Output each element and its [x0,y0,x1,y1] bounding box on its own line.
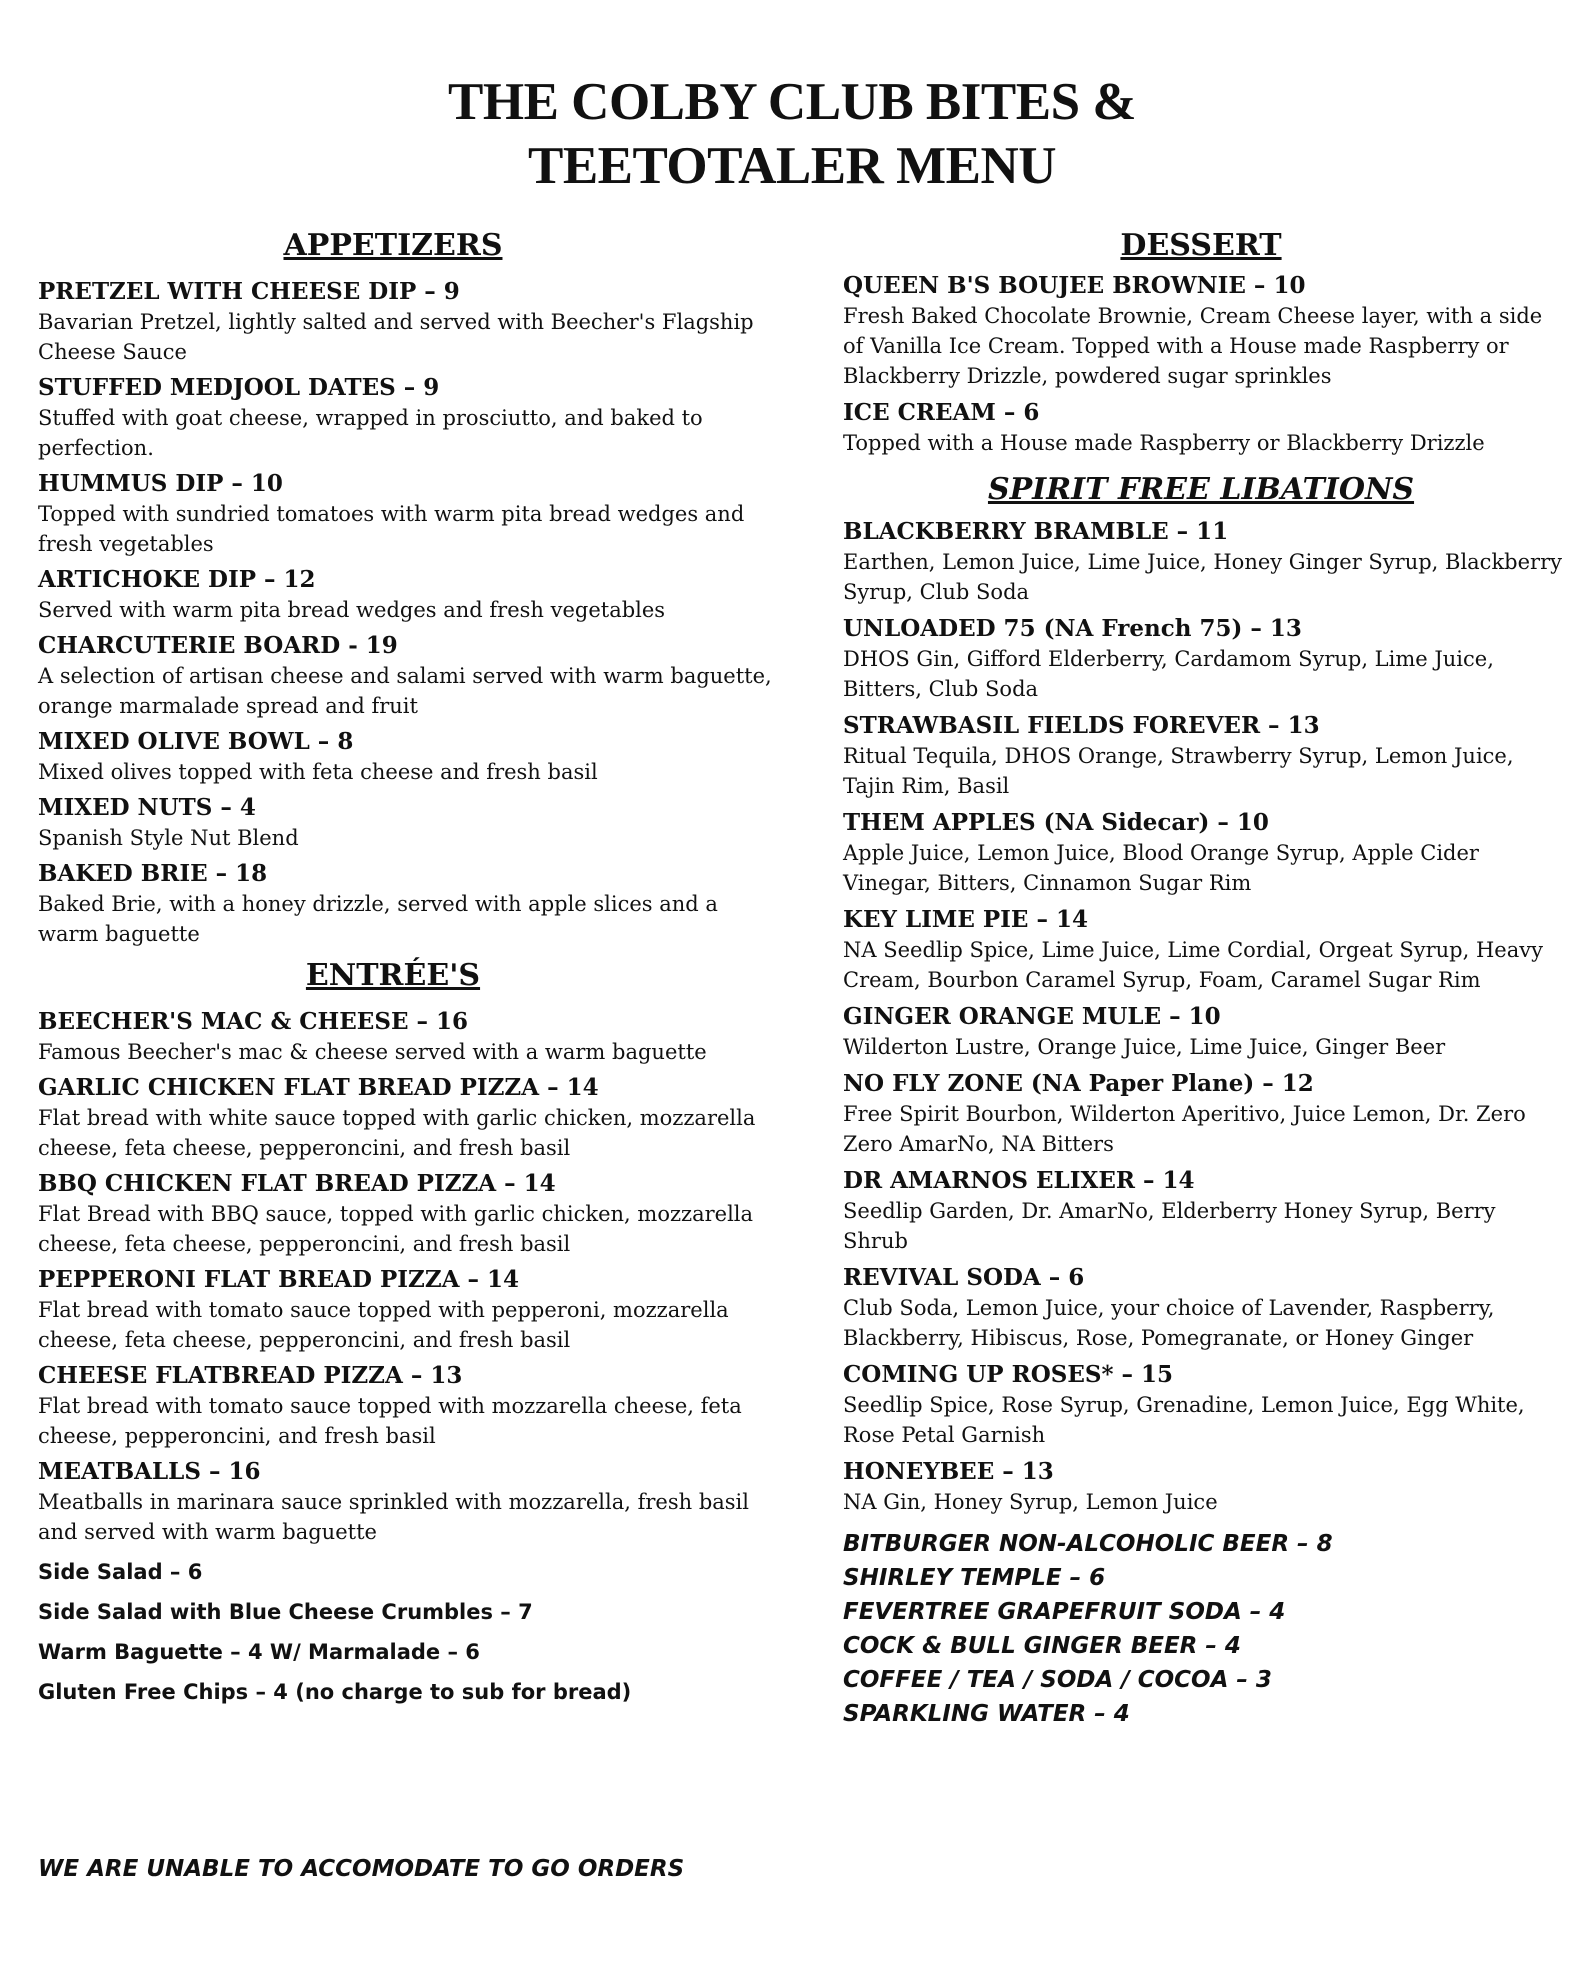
item-name: ARTICHOKE DIP – 12 [38,566,316,593]
menu-item [843,613,1563,704]
item-name: QUEEN B'S BOUJEE BROWNIE – 10 [843,272,1306,299]
item-name: GARLIC CHICKEN FLAT BREAD PIZZA – 14 [38,1074,599,1101]
left-column [38,224,778,1712]
menu-item [38,276,778,367]
item-name: MIXED OLIVE BOWL – 8 [38,728,354,755]
spirit-free-libations-heading: SPIRIT FREE LIBATIONS [987,472,1415,507]
menu-item [38,564,778,625]
drink-item: SPARKLING WATER – 4 [843,1701,1130,1727]
drink-item: SHIRLEY TEMPLE – 6 [843,1565,1106,1591]
item-description: Topped with a House made Raspberry or Blackberry Drizzle [843,431,1485,455]
appetizers-list [38,276,778,949]
menu-title-line-1: THE COLBY CLUB BITES & [448,73,1136,131]
item-name: COMING UP ROSES* – 15 [843,1361,1174,1388]
menu-item [843,1165,1563,1256]
item-description: Ritual Tequila, DHOS Orange, Strawberry Syrup, Lemon Juice, Tajin Rim, Basil [843,744,1514,798]
right-column [843,224,1563,1731]
menu-item [843,807,1563,898]
menu-title-line-2: TEETOTALER MENU [527,137,1056,195]
menu-item [843,1001,1563,1062]
item-name: PEPPERONI FLAT BREAD PIZZA – 14 [38,1266,519,1293]
drink-item: BITBURGER NON-ALCOHOLIC BEER – 8 [843,1531,1333,1557]
item-description: Spanish Style Nut Blend [38,826,299,850]
item-description: Topped with sundried tomatoes with warm pita bread wedges and fresh vegetables [38,502,745,556]
item-name: UNLOADED 75 (NA French 75) – 13 [843,615,1302,642]
menu-item [843,516,1563,607]
menu-item [38,1456,778,1547]
item-name: NO FLY ZONE (NA Paper Plane) – 12 [843,1070,1314,1097]
item-name: MEATBALLS – 16 [38,1458,261,1485]
menu-item [843,1456,1563,1517]
item-description: Stuffed with goat cheese, wrapped in prosciutto, and baked to perfection. [38,406,703,460]
item-description: Bavarian Pretzel, lightly salted and served with Beecher's Flagship Cheese Sauce [38,310,754,364]
item-description: Meatballs in marinara sauce sprinkled with mozzarella, fresh basil and served with warm baguette [38,1490,749,1544]
item-description: NA Gin, Honey Syrup, Lemon Juice [843,1490,1218,1514]
menu-item [38,630,778,721]
menu-item [843,1359,1563,1450]
item-name: BBQ CHICKEN FLAT BREAD PIZZA – 14 [38,1170,556,1197]
menu-item [843,397,1563,458]
menu-item [38,858,778,949]
item-description: Flat bread with tomato sauce topped with mozzarella cheese, feta cheese, pepperoncini, and fresh basil [38,1394,742,1448]
item-description: Club Soda, Lemon Juice, your choice of Lavender, Raspberry, Blackberry, Hibiscus, Rose, Pomegranate, or Honey Ginger [843,1296,1495,1350]
item-description: NA Seedlip Spice, Lime Juice, Lime Cordial, Orgeat Syrup, Heavy Cream, Bourbon Caramel Syrup, Foam, Caramel Sugar Rim [843,938,1543,992]
menu-item [38,1360,778,1451]
item-name: CHARCUTERIE BOARD - 19 [38,632,398,659]
item-name: STUFFED MEDJOOL DATES – 9 [38,374,440,401]
to-go-notice: WE ARE UNABLE TO ACCOMODATE TO GO ORDERS [38,1856,685,1882]
sides-list [38,1552,778,1712]
drink-item: FEVERTREE GRAPEFRUIT SODA – 4 [843,1599,1286,1625]
item-name: DR AMARNOS ELIXER – 14 [843,1167,1195,1194]
item-description: Mixed olives topped with feta cheese and fresh basil [38,760,598,784]
other-drinks-list [843,1527,1563,1731]
item-description: Served with warm pita bread wedges and fresh vegetables [38,598,666,622]
item-description: Earthen, Lemon Juice, Lime Juice, Honey Ginger Syrup, Blackberry Syrup, Club Soda [843,550,1562,604]
drink-item: COFFEE / TEA / SODA / COCOA – 3 [843,1667,1272,1693]
item-name: BEECHER'S MAC & CHEESE – 16 [38,1008,468,1035]
entrees-heading: ENTRÉE'S [305,958,481,993]
item-description: DHOS Gin, Gifford Elderberry, Cardamom Syrup, Lime Juice, Bitters, Club Soda [843,647,1494,701]
item-description: Free Spirit Bourbon, Wilderton Aperitivo, Juice Lemon, Dr. Zero Zero AmarNo, NA Bitters [843,1102,1526,1156]
item-description: Flat Bread with BBQ sauce, topped with garlic chicken, mozzarella cheese, feta cheese, pepperoncini, and fresh basil [38,1202,754,1256]
item-description: Wilderton Lustre, Orange Juice, Lime Juice, Ginger Beer [843,1035,1446,1059]
item-description: Baked Brie, with a honey drizzle, served with apple slices and a warm baguette [38,892,718,946]
item-name: MIXED NUTS – 4 [38,794,256,821]
menu-item [843,270,1563,391]
menu-item [843,904,1563,995]
menu-item [38,468,778,559]
side-item: Gluten Free Chips – 4 (no charge to sub for bread) [38,1680,632,1704]
menu-item [843,1262,1563,1353]
appetizers-heading: APPETIZERS [283,228,503,263]
item-name: KEY LIME PIE – 14 [843,906,1088,933]
menu-item [38,372,778,463]
side-item: Warm Baguette – 4 W/ Marmalade – 6 [38,1640,480,1664]
item-name: THEM APPLES (NA Sidecar) – 10 [843,809,1269,836]
item-name: REVIVAL SODA – 6 [843,1264,1085,1291]
menu-title [0,70,1584,198]
dessert-list [843,270,1563,458]
item-description: Fresh Baked Chocolate Brownie, Cream Cheese layer, with a side of Vanilla Ice Cream. Topped with a House made Raspberry or Blackberry Drizzle, powdered sugar sprinkles [843,304,1543,388]
item-description: Famous Beecher's mac & cheese served with a warm baguette [38,1040,707,1064]
side-item: Side Salad – 6 [38,1560,203,1584]
item-name: BLACKBERRY BRAMBLE – 11 [843,518,1229,545]
item-name: ICE CREAM – 6 [843,399,1040,426]
side-item: Side Salad with Blue Cheese Crumbles – 7 [38,1600,533,1624]
drink-item: COCK & BULL GINGER BEER – 4 [843,1633,1241,1659]
menu-item [38,1264,778,1355]
item-name: STRAWBASIL FIELDS FOREVER – 13 [843,712,1320,739]
item-name: HUMMUS DIP – 10 [38,470,283,497]
entrees-list [38,1006,778,1547]
libations-list [843,516,1563,1517]
item-name: PRETZEL WITH CHEESE DIP – 9 [38,278,460,305]
item-description: Flat bread with white sauce topped with garlic chicken, mozzarella cheese, feta cheese, pepperoncini, and fresh basil [38,1106,756,1160]
item-description: A selection of artisan cheese and salami served with warm baguette, orange marmalade spread and fruit [38,664,772,718]
dessert-heading: DESSERT [1120,228,1282,263]
item-name: HONEYBEE – 13 [843,1458,1054,1485]
item-description: Apple Juice, Lemon Juice, Blood Orange Syrup, Apple Cider Vinegar, Bitters, Cinnamon Sugar Rim [843,841,1479,895]
menu-item [843,710,1563,801]
menu-item [38,726,778,787]
item-name: BAKED BRIE – 18 [38,860,268,887]
menu-item [38,792,778,853]
item-description: Seedlip Spice, Rose Syrup, Grenadine, Lemon Juice, Egg White, Rose Petal Garnish [843,1393,1525,1447]
item-description: Seedlip Garden, Dr. AmarNo, Elderberry Honey Syrup, Berry Shrub [843,1199,1496,1253]
item-description: Flat bread with tomato sauce topped with pepperoni, mozzarella cheese, feta cheese, pepperoncini, and fresh basil [38,1298,729,1352]
menu-item [38,1072,778,1163]
menu-item [38,1006,778,1067]
item-name: CHEESE FLATBREAD PIZZA – 13 [38,1362,463,1389]
item-name: GINGER ORANGE MULE – 10 [843,1003,1221,1030]
menu-item [38,1168,778,1259]
menu-item [843,1068,1563,1159]
